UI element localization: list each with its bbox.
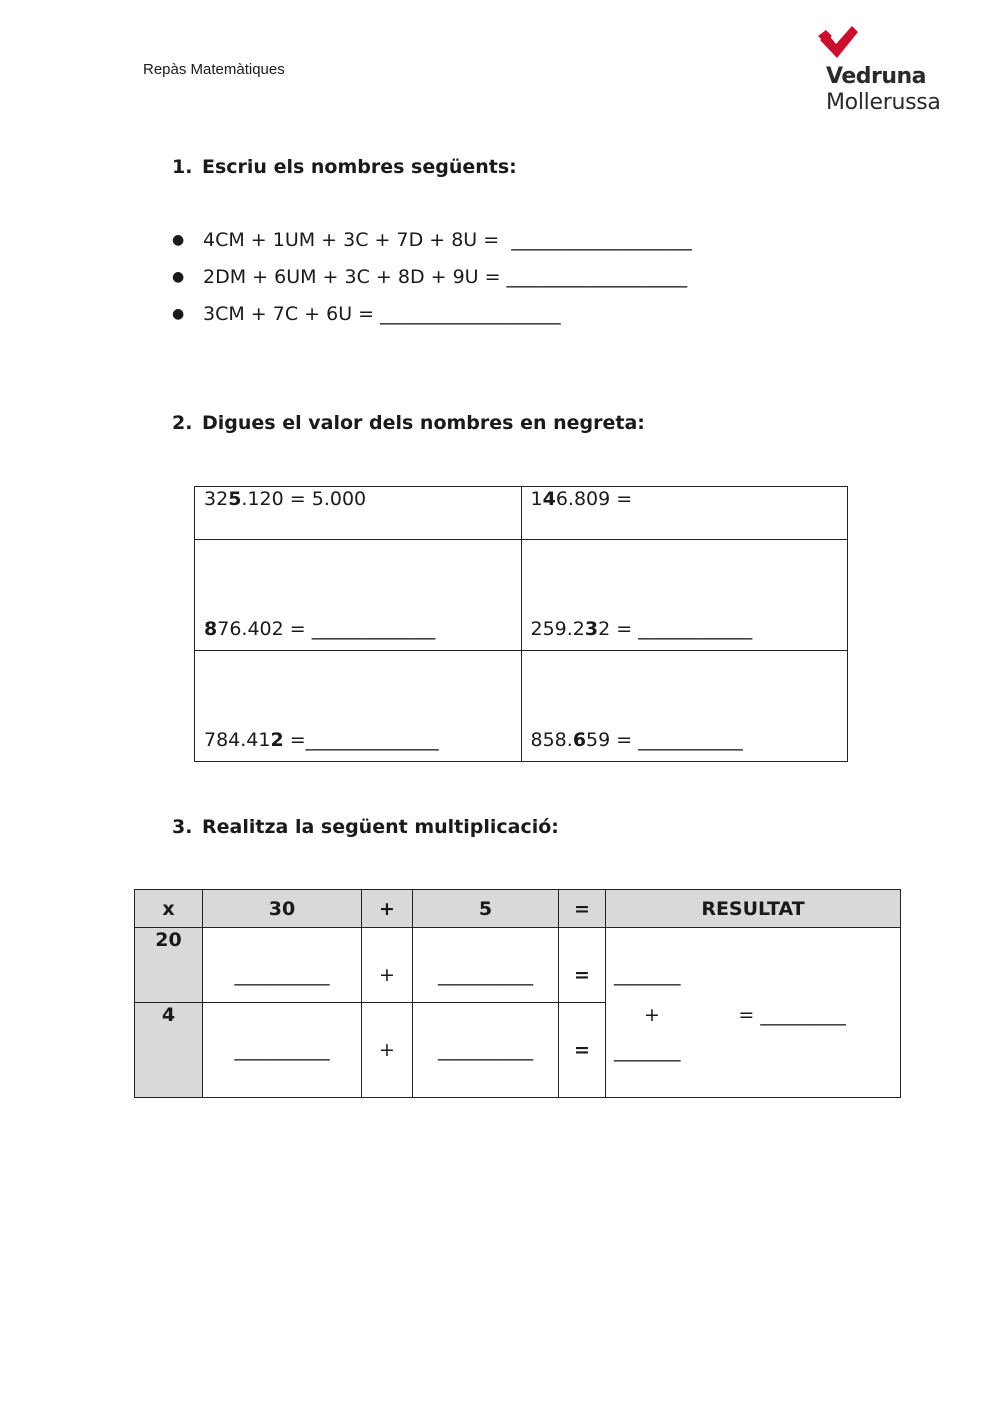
section-2-number: 2. (172, 412, 193, 434)
bullet-icon: ● (172, 306, 185, 322)
section-3-heading (172, 816, 559, 838)
row-label-20: 20 (135, 928, 203, 1003)
logo-text-vedruna: Vedruna (826, 64, 927, 89)
section-1-number: 1. (172, 156, 193, 178)
list-item[interactable]: ● 4CM + 1UM + 3C + 7D + 8U = ___________________ (172, 229, 692, 251)
place-value-cell[interactable]: 325.120 = 5.000 (195, 487, 522, 540)
section-2-title: Digues el valor dels nombres en negreta: (202, 412, 645, 434)
answer-blank[interactable]: __________ (203, 1003, 362, 1098)
plus-sign: + (362, 1003, 413, 1098)
page-header-title: Repàs Matemàtiques (143, 61, 285, 78)
place-value-cell[interactable]: 858.659 = ___________ (521, 651, 848, 762)
answer-blank[interactable]: __________ (203, 928, 362, 1003)
equals-sign: = (559, 928, 606, 1003)
list-item[interactable]: ● 2DM + 6UM + 3C + 8D + 9U = ___________________ (172, 266, 688, 288)
place-value-cell[interactable]: 876.402 = _____________ (195, 540, 522, 651)
list-item[interactable]: ● 3CM + 7C + 6U = ___________________ (172, 303, 561, 325)
multiplication-table (134, 889, 901, 1098)
result-blank[interactable]: _______ (614, 964, 681, 986)
logo-text-mollerussa: Mollerussa (826, 90, 941, 115)
section-3-title: Realitza la següent multiplicació: (202, 816, 559, 838)
header-30: 30 (203, 890, 362, 928)
place-value-table (194, 486, 848, 762)
header-5: 5 (413, 890, 559, 928)
header-equals: = (559, 890, 606, 928)
heart-check-logo-icon (818, 26, 860, 60)
result-sum-line[interactable]: + = _________ (644, 1004, 846, 1026)
section-2-heading (172, 412, 645, 434)
plus-sign: + (362, 928, 413, 1003)
header-plus: + (362, 890, 413, 928)
section-3-number: 3. (172, 816, 193, 838)
section-1-heading (172, 156, 517, 178)
header-x: x (135, 890, 203, 928)
place-value-cell[interactable]: 259.232 = ____________ (521, 540, 848, 651)
vedruna-logo (818, 26, 968, 121)
bullet-icon: ● (172, 269, 185, 285)
place-value-cell[interactable]: 784.412 =______________ (195, 651, 522, 762)
section-1-title: Escriu els nombres següents: (202, 156, 517, 178)
bullet-icon: ● (172, 232, 185, 248)
result-cell[interactable] (606, 928, 901, 1098)
number-composition-list (172, 228, 692, 339)
equals-sign: = (559, 1003, 606, 1098)
result-blank[interactable]: _______ (614, 1040, 681, 1062)
place-value-cell[interactable]: 146.809 = (521, 487, 848, 540)
row-label-4: 4 (135, 1003, 203, 1098)
answer-blank[interactable]: __________ (413, 928, 559, 1003)
header-result: RESULTAT (606, 890, 901, 928)
answer-blank[interactable]: __________ (413, 1003, 559, 1098)
